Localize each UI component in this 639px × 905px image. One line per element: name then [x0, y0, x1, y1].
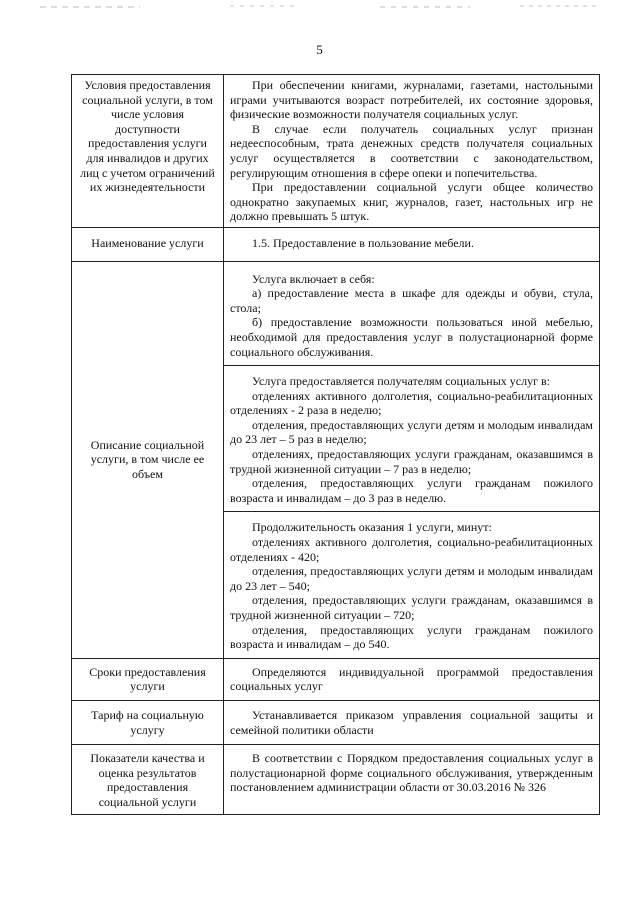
- conditions-paragraph-3: При предоставлении социальной услуги общее количество однократно закупаемых книг, журналов, газет, настольных игр не должно превышать 5 штук.: [230, 180, 593, 224]
- description-block-duration: [224, 512, 600, 658]
- conditions-value: [224, 75, 600, 228]
- row-tariff: [72, 700, 600, 744]
- includes-item-b: б) предоставление возможности пользоваться иной мебелью, необходимой для предоставления услуг в полустационарной форме социального обслуживания.: [230, 315, 593, 359]
- frequency-intro: Услуга предоставляется получателям социальных услуг в:: [252, 374, 550, 389]
- tariff-label: Тариф на социальную услугу: [72, 700, 224, 744]
- frequency-item-2: отделения, предоставляющих услуги детям и молодым инвалидам до 23 лет – 5 раз в неделю;: [230, 417, 593, 447]
- quality-label: Показатели качества и оценка результатов предоставления социальной услуги: [72, 745, 224, 814]
- includes-item-a: а) предоставление места в шкафе для одежды и обуви, стула, стола;: [230, 286, 593, 315]
- quality-value: [224, 745, 600, 814]
- description-block-frequency: [224, 366, 600, 512]
- conditions-label: Условия предоставления социальной услуги, в том числе условия доступности предоставления услуги для инвалидов и других лиц с учетом ограничений их жизнедеятельности: [72, 75, 224, 228]
- duration-item-4: отделения, предоставляющих услуги гражданам пожилого возраста и инвалидам – до 540.: [230, 622, 593, 652]
- duration-item-3: отделения, предоставляющих услуги гражданам, оказавшимся в трудной жизненной ситуации – 720;: [230, 593, 593, 622]
- name-value: [224, 227, 600, 261]
- duration-intro: Продолжительность оказания 1 услуги, минут:: [252, 520, 492, 535]
- tariff-value: [224, 700, 600, 744]
- includes-intro: Услуга включает в себя:: [252, 271, 375, 286]
- name-text: 1.5. Предоставление в пользование мебели.: [252, 235, 474, 250]
- page-number: 5: [316, 42, 323, 57]
- description-label: Описание социальной услуги, в том числе ее объем: [72, 261, 224, 658]
- row-name: [72, 227, 600, 261]
- service-table: [71, 74, 600, 815]
- frequency-item-3: отделениях, предоставляющих услуги гражданам, оказавшимся в трудной жизненной ситуации – 7 раз в неделю;: [230, 447, 593, 476]
- name-label: Наименование услуги: [72, 227, 224, 261]
- terms-value: [224, 658, 600, 700]
- scan-noise-top: [0, 0, 639, 12]
- row-quality: [72, 745, 600, 814]
- description-block-includes: [224, 261, 600, 366]
- terms-text: Определяются индивидуальной программой предоставления социальных услуг: [230, 664, 593, 694]
- duration-item-2: отделения, предоставляющих услуги детям и молодым инвалидам до 23 лет – 540;: [230, 564, 593, 593]
- conditions-paragraph-2: В случае если получатель социальных услуг признан недееспособным, трата денежных средств получателя социальных услуг осуществляется в соответствии с законодательством, регулирующим отношения в сфере опеки и попечительства.: [230, 121, 593, 180]
- row-description-1: [72, 261, 600, 366]
- frequency-item-4: отделения, предоставляющих услуги гражданам пожилого возраста и инвалидам – до 3 раз в неделю.: [230, 476, 593, 505]
- row-terms: [72, 658, 600, 700]
- conditions-paragraph-1: При обеспечении книгами, журналами, газетами, настольными играми учитываются возраст потребителей, их состояние здоровья, физические возможности получателя социальных услуг.: [230, 78, 593, 122]
- frequency-item-1: отделениях активного долголетия, социально-реабилитационных отделениях - 2 раза в неделю;: [230, 388, 593, 418]
- quality-text: В соответствии с Порядком предоставления социальных услуг в полустационарной форме социального обслуживания, утвержденным постановлением администрации области от 30.03.2016 № 326: [230, 751, 593, 795]
- terms-label: Сроки предоставления услуги: [72, 658, 224, 700]
- row-conditions: [72, 75, 600, 228]
- tariff-text: Устанавливается приказом управления социальной защиты и семейной политики области: [230, 707, 593, 737]
- duration-item-1: отделениях активного долголетия, социально-реабилитационных отделениях - 420;: [230, 535, 593, 564]
